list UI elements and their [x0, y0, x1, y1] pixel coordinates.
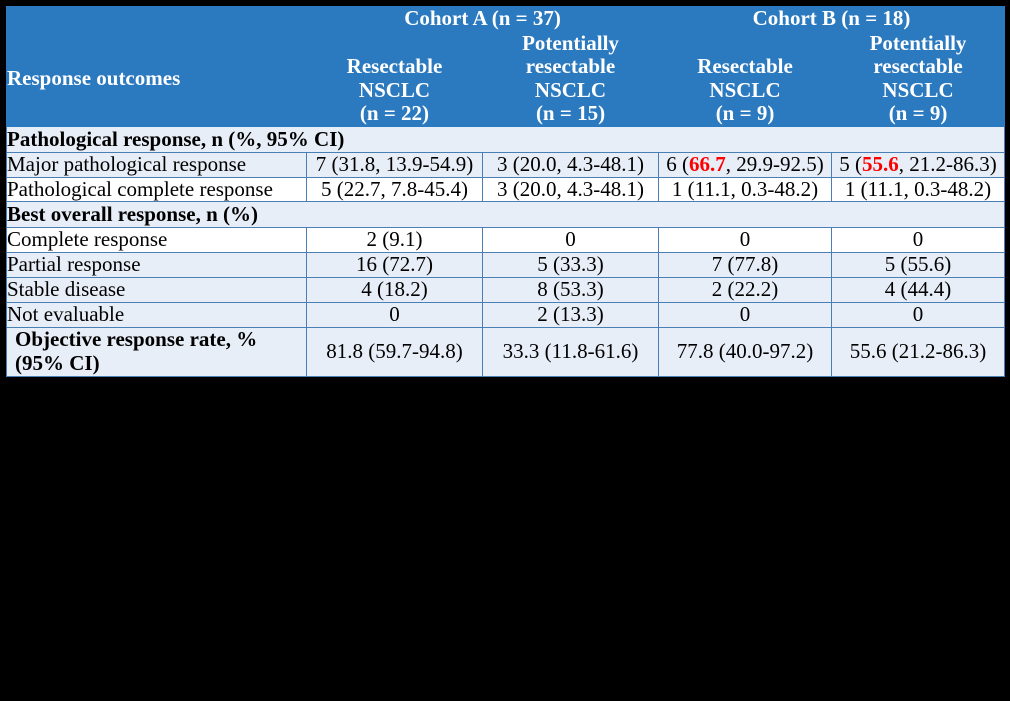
section-header-row: [7, 202, 1005, 228]
cell-value: 33.3 (11.8-61.6): [483, 328, 659, 377]
row-label-pathological-complete-response: Pathological complete response: [7, 177, 307, 202]
header-line: NSCLC: [358, 77, 431, 102]
cell-value: 5 (33.3): [483, 253, 659, 278]
cell-prefix: 5 (: [839, 151, 863, 176]
header-line: NSCLC: [709, 77, 781, 102]
table-row: [7, 328, 1005, 377]
cell-value: 0: [307, 303, 483, 328]
cell-value: 4 (44.4): [832, 278, 1005, 303]
table-header-row-columns: [7, 31, 1005, 126]
header-col-a-potentially-resectable: [483, 31, 659, 126]
cell-value: 0: [659, 303, 832, 328]
cell-value: 1 (11.1, 0.3-48.2): [832, 177, 1005, 202]
header-line: Resectable: [697, 54, 793, 79]
cell-value: 1 (11.1, 0.3-48.2): [659, 177, 832, 202]
header-line: NSCLC: [534, 77, 607, 102]
header-line: (n = 15): [535, 101, 606, 126]
cell-value: 4 (18.2): [307, 278, 483, 303]
header-cohort-b: Cohort B (n = 18): [659, 7, 1005, 32]
cell-value-highlighted: [832, 152, 1005, 177]
header-line: (n = 9): [715, 101, 775, 126]
header-line: NSCLC: [882, 77, 954, 102]
row-label-objective-response-rate: Objective response rate, % (95% CI): [7, 328, 307, 377]
header-line: Potentially: [869, 30, 967, 55]
row-label-major-pathological-response: Major pathological response: [7, 152, 307, 177]
header-line: Resectable: [346, 54, 443, 79]
header-spacer: [7, 7, 307, 32]
header-col-a-resectable: [307, 31, 483, 126]
header-line: resectable: [525, 54, 616, 79]
cell-value: 2 (13.3): [483, 303, 659, 328]
cell-value: 3 (20.0, 4.3-48.1): [483, 177, 659, 202]
table-row: [7, 303, 1005, 328]
cell-suffix: , 21.2-86.3): [898, 151, 997, 176]
cell-highlight: 55.6: [862, 151, 899, 176]
cell-value: 7 (77.8): [659, 253, 832, 278]
header-line: (n = 22): [359, 101, 430, 126]
header-col-b-resectable: [659, 31, 832, 126]
cell-value-highlighted: [659, 152, 832, 177]
cell-suffix: , 29.9-92.5): [725, 151, 824, 176]
row-label-partial-response: Partial response: [7, 253, 307, 278]
cell-value: 2 (22.2): [659, 278, 832, 303]
table-header-row-cohorts: [7, 7, 1005, 32]
section-title-best-overall-response: Best overall response, n (%): [7, 202, 1005, 228]
cell-value: 3 (20.0, 4.3-48.1): [483, 152, 659, 177]
cell-value: 77.8 (40.0-97.2): [659, 328, 832, 377]
table-row: [7, 152, 1005, 177]
section-header-row: [7, 126, 1005, 152]
cell-highlight: 66.7: [689, 151, 726, 176]
row-label-complete-response: Complete response: [7, 228, 307, 253]
cell-value: 0: [832, 228, 1005, 253]
response-outcomes-table: [6, 6, 1005, 377]
header-response-outcomes: Response outcomes: [7, 31, 307, 126]
cell-value: 0: [659, 228, 832, 253]
row-label-not-evaluable: Not evaluable: [7, 303, 307, 328]
header-line: Potentially: [522, 30, 619, 55]
cell-value: 2 (9.1): [307, 228, 483, 253]
header-cohort-a: Cohort A (n = 37): [307, 7, 659, 32]
row-label-stable-disease: Stable disease: [7, 278, 307, 303]
section-title-pathological-response: Pathological response, n (%, 95% CI): [7, 126, 1005, 152]
cell-value: 8 (53.3): [483, 278, 659, 303]
cell-value: 0: [483, 228, 659, 253]
cell-value: 7 (31.8, 13.9-54.9): [307, 152, 483, 177]
header-line: resectable: [873, 54, 963, 79]
cell-value: 5 (22.7, 7.8-45.4): [307, 177, 483, 202]
cell-value: 16 (72.7): [307, 253, 483, 278]
table-row: [7, 228, 1005, 253]
cell-value: 55.6 (21.2-86.3): [832, 328, 1005, 377]
cell-value: 0: [832, 303, 1005, 328]
table-row: [7, 177, 1005, 202]
header-line: (n = 9): [888, 101, 948, 126]
table-row: [7, 278, 1005, 303]
cell-value: 5 (55.6): [832, 253, 1005, 278]
cell-prefix: 6 (: [666, 151, 690, 176]
table-row: [7, 253, 1005, 278]
cell-value: 81.8 (59.7-94.8): [307, 328, 483, 377]
header-col-b-potentially-resectable: [832, 31, 1005, 126]
